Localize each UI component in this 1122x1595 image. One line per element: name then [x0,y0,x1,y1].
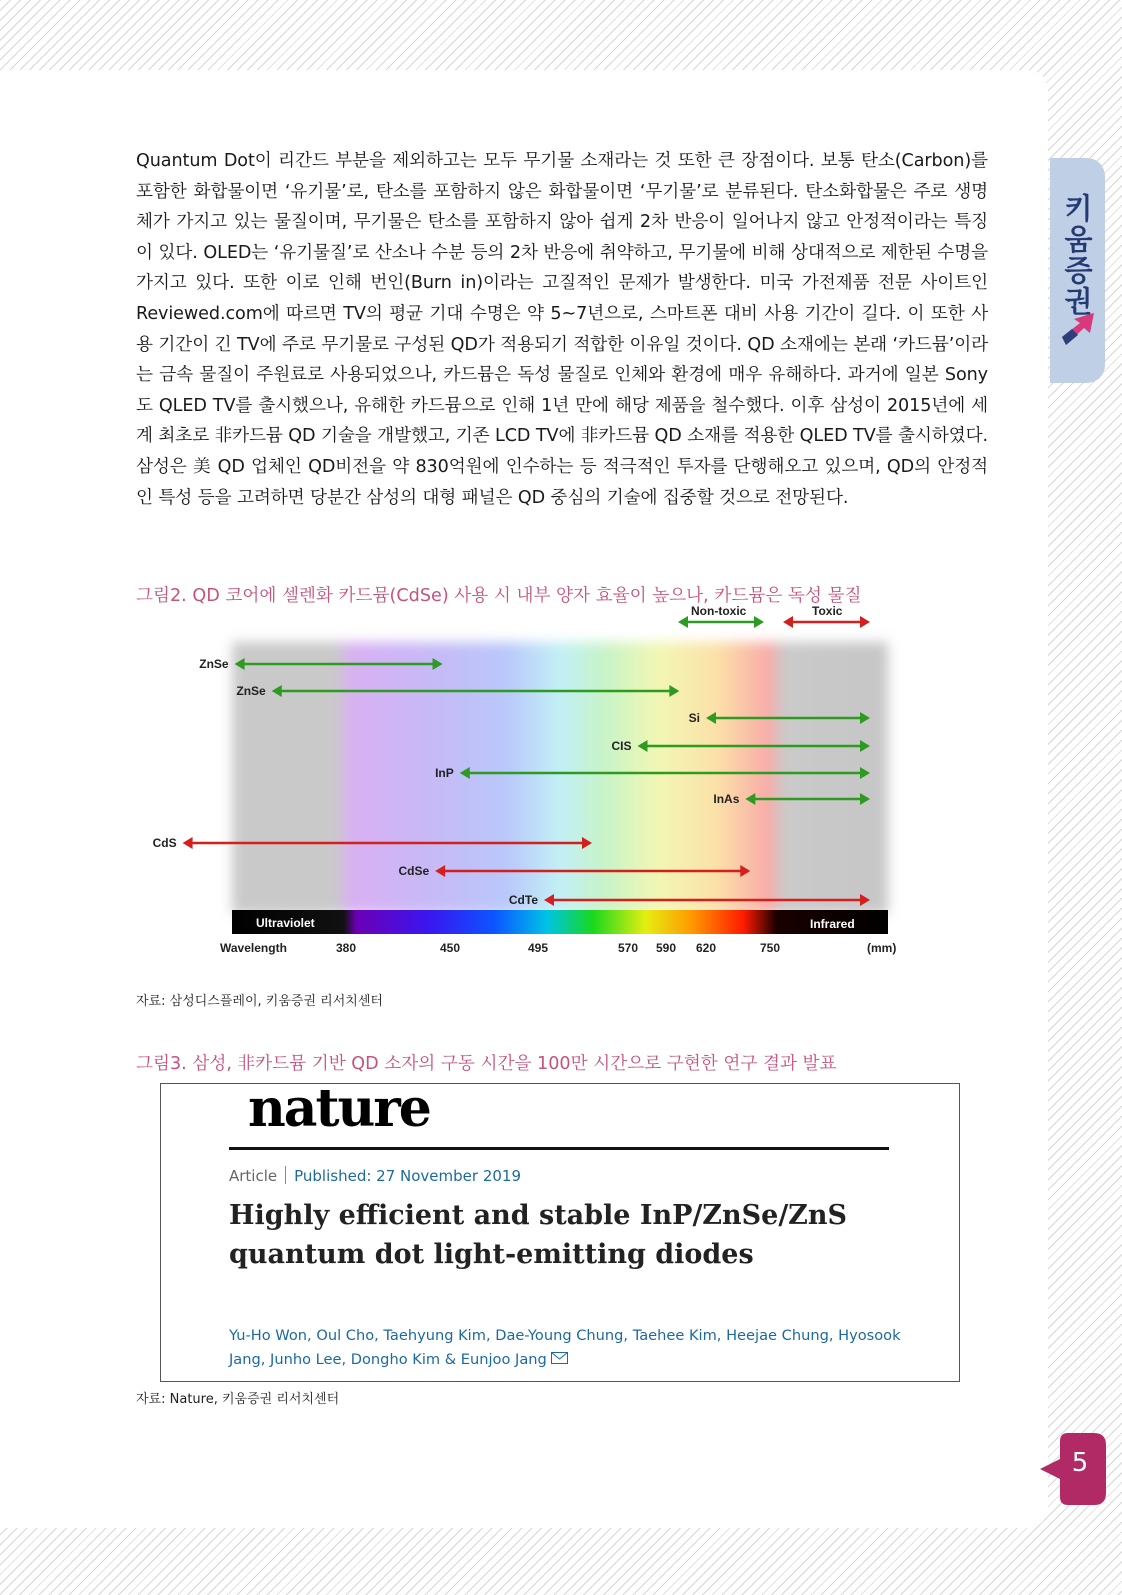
mail-icon [551,1352,568,1364]
nature-logo: nature [248,1078,430,1139]
article-meta [229,1166,521,1185]
series-label: Si [688,711,700,725]
figure2-caption: 그림2. QD 코어에 셀렌화 카드뮴(CdSe) 사용 시 내부 양자 효율이 높으나, 카드뮴은 독성 물질 [136,586,862,606]
series-label: InAs [713,792,740,806]
article-title: Highly efficient and stable InP/ZnSe/ZnS quantum dot light-emitting diodes [229,1200,848,1270]
wavelength-axis-label: Wavelength [220,941,287,955]
x-tick-label: 570 [617,941,639,955]
series-label: CdSe [398,864,430,878]
header-rule [229,1147,889,1150]
nature-article-card [160,1078,960,1382]
series-label: ZnSe [236,684,266,698]
authors-list: Yu-Ho Won, Oul Cho, Taehyung Kim, Dae-Young Chung, Taehee Kim, Heejae Chung, Hyosook Jang, Junho Lee, Dongho Kim & Eunjoo Jang [229,1327,901,1368]
ultraviolet-label: Ultraviolet [256,916,315,930]
series-label: CdS [152,836,177,850]
spectrum-bar [232,910,888,934]
article-authors [229,1324,919,1372]
legend-toxic-label: Toxic [812,604,843,618]
figure3-source: 자료: Nature, 키움증권 리서치센터 [136,1392,340,1407]
brand-label: 키움증권 [1060,192,1094,317]
x-tick-label: 750 [759,941,781,955]
article-type: Article [229,1167,278,1185]
brand-arrow-icon [1060,311,1096,349]
x-tick-label: 620 [695,941,717,955]
page-number: 5 [1071,1448,1089,1478]
figure2-source: 자료: 삼성디스플레이, 키움증권 리서치센터 [136,994,383,1009]
meta-separator [285,1166,286,1184]
infrared-label: Infrared [810,917,855,931]
series-label: CIS [611,739,632,753]
published-date: Published: 27 November 2019 [294,1167,521,1185]
body-paragraph: Quantum Dot이 리간드 부분을 제외하고는 모두 무기물 소재라는 것 또한 큰 장점이다. 보통 탄소(Carbon)를 포함한 화합물이면 ‘유기물’로, 탄소를 포함하지 않은 화합물이면 ‘무기물’로 분류된다. 탄소화합물은 주로 생명체가 가지고 있는 물질이며, 무기물은 탄소를 포함하지 않아 쉽게 2차 반응이 일어나지 않고 안정적이라는 특징이 있다. OLED는 ‘유기물질’로 산소나 수분 등의 2차 반응에 취약하고, 무기물에 비해 상대적으로 제한된 수명을 가지고 있다. 또한 이로 인해 번인(Burn in)이라는 고질적인 문제가 발생한다. 미국 가전제품 전문 사이트인 Reviewed.com에 따르면 TV의 평균 기대 수명은 약 5~7년으로, 스마트폰 대비 사용 기간이 길다. 이 또한 사용 기간이 긴 TV에 주로 무기물로 구성된 QD가 적용되기 적합한 이유일 것이다. QD 소재에는 본래 ‘카드뮴’이라는 금속 물질이 주원료로 사용되었으나, 카드뮴은 독성 물질로 인체와 환경에 매우 유해하다. 과거에 일본 Sony도 QLED TV를 출시했으나, 유해한 카드뮴으로 인해 1년 만에 해당 제품을 철수했다. 이후 삼성이 2015년에 세계 최초로 非카드뮴 QD 기술을 개발했고, 기존 LCD TV에 非카드뮴 QD 소재를 적용한 QLED TV를 출시하였다. 삼성은 美 QD 업체인 QD비전을 약 830억원에 인수하는 등 적극적인 투자를 단행해오고 있으며, QD의 안정적인 특성 등을 고려하면 당분간 삼성의 대형 패널은 QD 중심의 기술에 집중할 것으로 전망된다. [136,151,988,508]
x-tick-label: 590 [655,941,677,955]
x-tick-label: 380 [335,941,357,955]
axis-unit-label: (mm) [867,941,897,955]
series-label: ZnSe [199,657,229,671]
figure3-caption: 그림3. 삼성, 非카드뮴 기반 QD 소자의 구동 시간을 100만 시간으로 구현한 연구 결과 발표 [136,1054,837,1074]
x-tick-label: 450 [439,941,461,955]
series-label: InP [435,766,454,780]
legend-non-toxic-label: Non-toxic [691,604,747,618]
spectrum-glow [232,642,888,914]
x-tick-label: 495 [527,941,549,955]
wavelength-chart [152,604,908,984]
side-tab [1050,158,1105,383]
series-label: CdTe [508,893,538,907]
